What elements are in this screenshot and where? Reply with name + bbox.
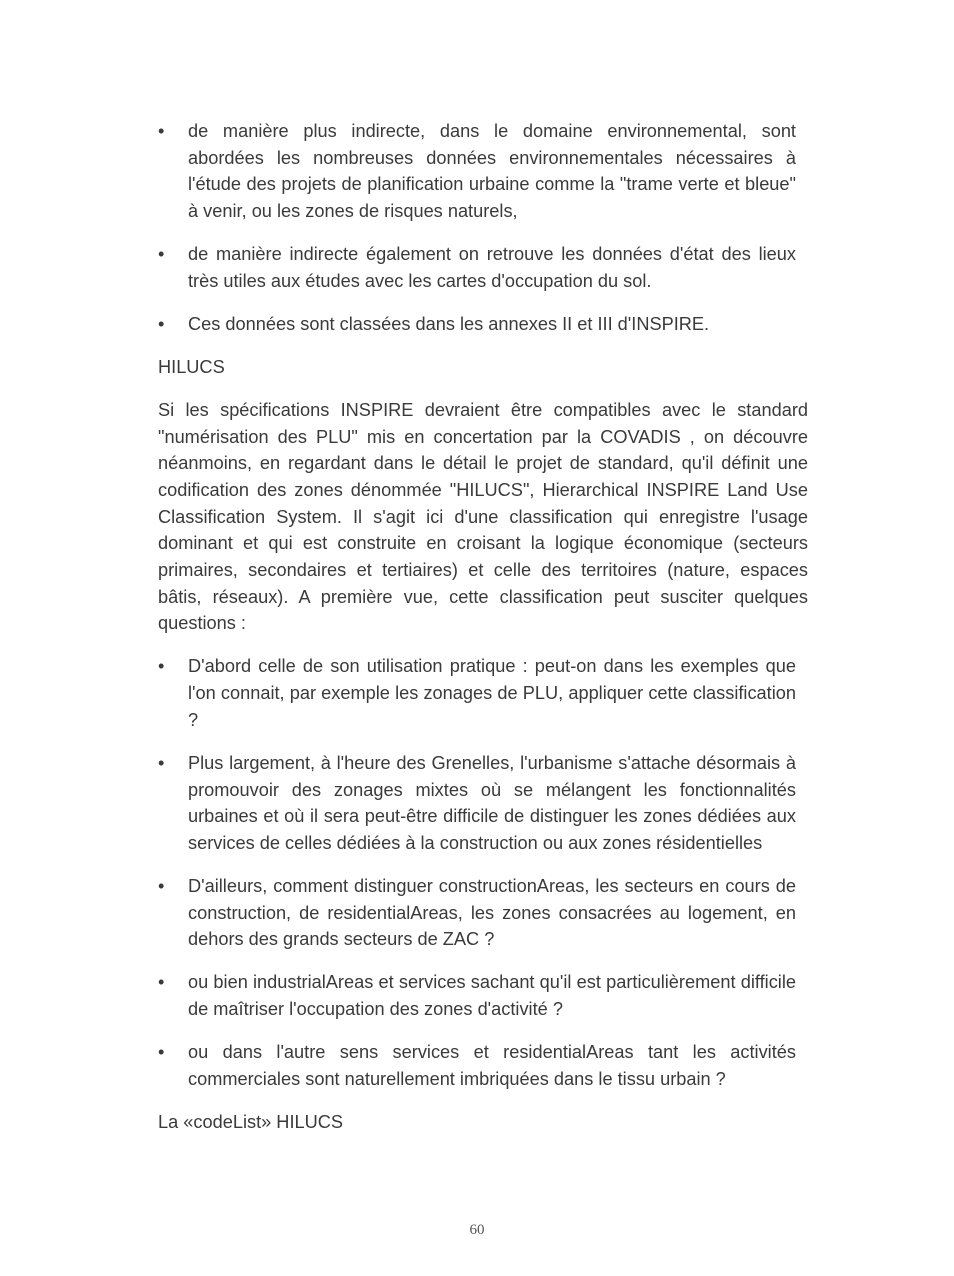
list-item: • ou dans l'autre sens services et residentialAreas tant les activités commerciales sont naturellement imbriquées dans le tissu urbain ? bbox=[158, 1039, 796, 1092]
section-heading-codelist: La «codeList» HILUCS bbox=[158, 1111, 344, 1132]
list-item: • de manière indirecte également on retrouve les données d'état des lieux très utiles aux études avec les cartes d'occupation du sol. bbox=[158, 241, 796, 294]
list-item: • de manière plus indirecte, dans le domaine environnemental, sont abordées les nombreuses données environnementales nécessaires à l'étude des projets de planification urbaine comme la "trame verte et bleue" à venir, ou les zones de risques naturels, bbox=[158, 118, 796, 225]
list-item: • D'abord celle de son utilisation pratique : peut-on dans les exemples que l'on connait, par exemple les zonages de PLU, appliquer cette classification ? bbox=[158, 653, 796, 733]
list-item: • ou bien industrialAreas et services sachant qu'il est particulièrement difficile de maîtriser l'occupation des zones d'activité ? bbox=[158, 969, 796, 1022]
bullet-list-questions bbox=[158, 653, 796, 1092]
document-page bbox=[158, 118, 808, 1152]
list-item: • D'ailleurs, comment distinguer constructionAreas, les secteurs en cours de construction, de residentialAreas, les zones consacrées au logement, en dehors des grands secteurs de ZAC ? bbox=[158, 873, 796, 953]
list-item: • Ces données sont classées dans les annexes II et III d'INSPIRE. bbox=[158, 311, 796, 338]
bullet-list-top bbox=[158, 118, 796, 338]
paragraph-hilucs: Si les spécifications INSPIRE devraient être compatibles avec le standard "numérisation des PLU" mis en concertation par la COVADIS , on découvre néanmoins, en regardant dans le détail le projet de standard, qu'il définit une codification des zones dénommée "HILUCS", Hierarchical INSPIRE Land Use Classification System. Il s'agit ici d'une classification qui enregistre l'usage dominant et qui est construite en croisant la logique économique (secteurs primaires, secondaires et tertiaires) et celle des territoires (nature, espaces bâtis, réseaux). A première vue, cette classification peut susciter quelques questions : bbox=[158, 399, 808, 634]
section-heading-hilucs: HILUCS bbox=[158, 356, 225, 377]
page-number: 60 bbox=[469, 1222, 485, 1238]
list-item: • Plus largement, à l'heure des Grenelles, l'urbanisme s'attache désormais à promouvoir des zonages mixtes où se mélangent les fonctionnalités urbaines et où il sera peut-être difficile de distinguer les zones dédiées aux services de celles dédiées à la construction ou aux zones résidentielles bbox=[158, 750, 796, 857]
